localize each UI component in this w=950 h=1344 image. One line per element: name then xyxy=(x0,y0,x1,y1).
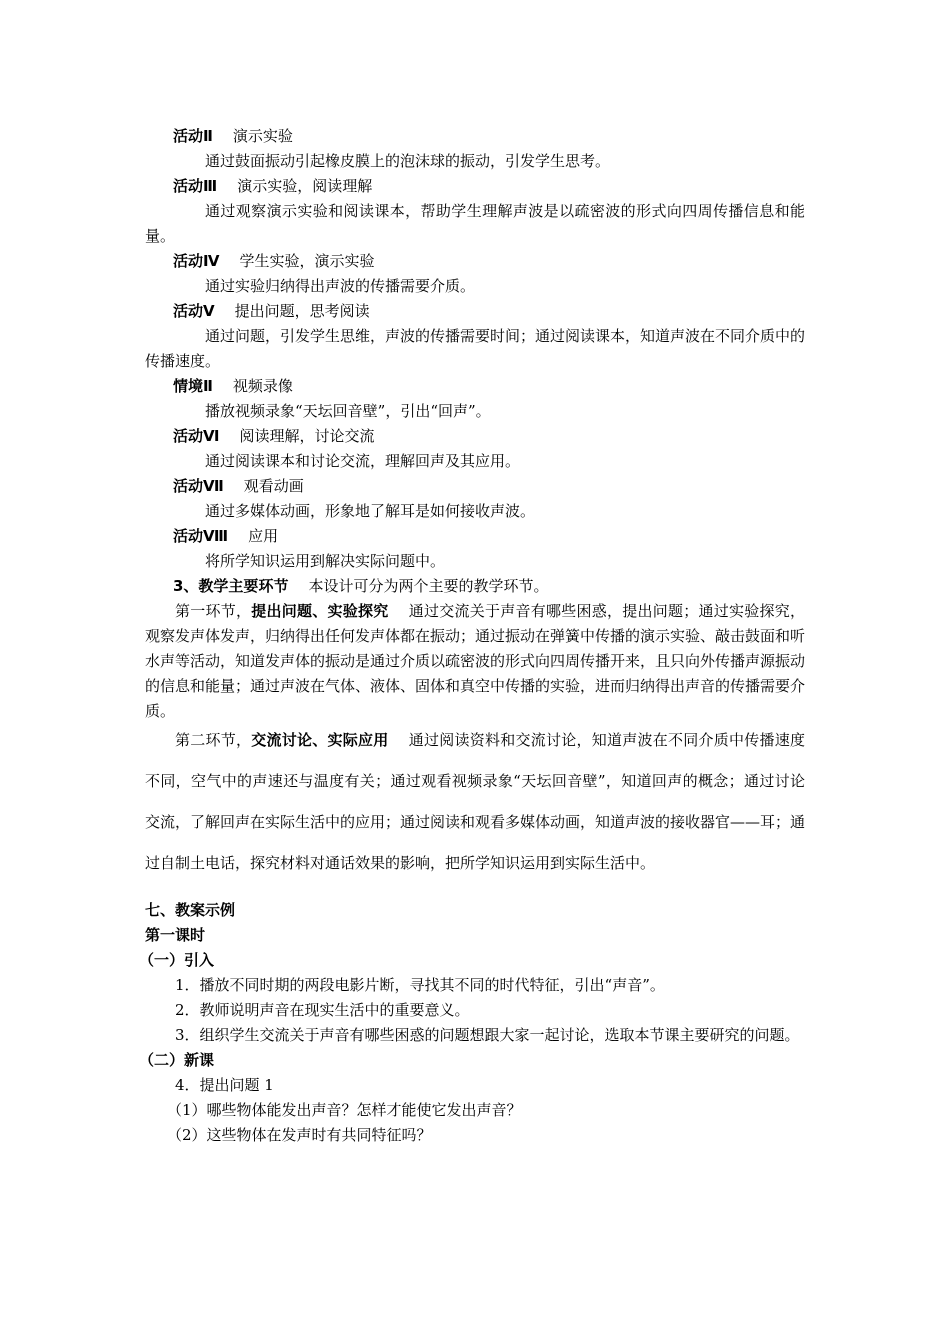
activity-label: 活动Ⅱ xyxy=(173,127,213,145)
link2-prefix: 第二环节， xyxy=(175,731,252,749)
scenario-heading xyxy=(145,374,805,399)
link1-text: 通过交流关于声音有哪些困惑，提出问题；通过实验探究，观察发声体发声，归纳得出任何发声体都在振动；通过振动在弹簧中传播的演示实验、敲击鼓面和听水声等活动，知道发声体的振动是通过介质以疏密波的形式向四周传播开来，且只向外传播声源振动的信息和能量；通过声波在气体、液体、固体和真空中传播的实验，进而归纳得出声音的传播需要介质。 xyxy=(145,602,806,720)
activity-title: 学生实验，演示实验 xyxy=(239,252,375,270)
activity-desc: 通过实验归纳得出声波的传播需要介质。 xyxy=(205,277,476,295)
section3-heading: 3、教学主要环节 xyxy=(173,577,289,595)
activity-label: 活动Ⅷ xyxy=(173,527,229,545)
activity-label: 活动Ⅵ xyxy=(173,427,220,445)
activity-heading xyxy=(145,524,805,549)
link1-prefix: 第一环节， xyxy=(175,602,252,620)
activity-desc: 通过阅读课本和讨论交流，理解回声及其应用。 xyxy=(205,452,521,470)
activity-label: 活动Ⅳ xyxy=(173,252,220,270)
activity-desc: 通过观察演示实验和阅读课本，帮助学生理解声波是以疏密波的形式向四周传播信息和能量。 xyxy=(145,202,805,245)
link2-bold: 交流讨论、实际应用 xyxy=(251,731,389,749)
activity-desc: 通过多媒体动画，形象地了解耳是如何接收声波。 xyxy=(205,502,536,520)
page-content xyxy=(139,124,806,1148)
list-item: 2．教师说明声音在现实生活中的重要意义。 xyxy=(175,1001,470,1019)
intro-heading: （一）引入 xyxy=(139,951,215,969)
activity-heading xyxy=(145,249,805,274)
activity-title: 阅读理解，讨论交流 xyxy=(239,427,375,445)
activity-title: 提出问题，思考阅读 xyxy=(234,302,370,320)
link1-bold: 提出问题、实验探究 xyxy=(251,602,389,620)
activity-title: 演示实验 xyxy=(232,127,293,145)
section3-text: 本设计可分为两个主要的教学环节。 xyxy=(308,577,549,595)
activity-title: 视频录像 xyxy=(232,377,293,395)
activity-heading xyxy=(145,299,805,324)
activity-title: 演示实验，阅读理解 xyxy=(237,177,373,195)
question-heading: 4．提出问题 1 xyxy=(175,1076,274,1094)
activity-title: 观看动画 xyxy=(243,477,304,495)
list-item: 1．播放不同时期的两段电影片断，寻找其不同的时代特征，引出“声音”。 xyxy=(175,976,665,994)
link2-paragraph xyxy=(145,720,805,884)
section3-heading-line xyxy=(145,574,805,599)
activity-desc: 播放视频录象“天坛回音壁”，引出“回声”。 xyxy=(205,402,491,420)
activity-heading xyxy=(145,424,805,449)
activity-heading xyxy=(145,474,805,499)
activity-label: 活动Ⅲ xyxy=(173,177,218,195)
activity-desc: 将所学知识运用到解决实际问题中。 xyxy=(205,552,446,570)
list-item: 3．组织学生交流关于声音有哪些困惑的问题想跟大家一起讨论，选取本节课主要研究的问题。 xyxy=(175,1026,800,1044)
activity-label: 活动Ⅶ xyxy=(173,477,224,495)
link2-text: 通过阅读资料和交流讨论，知道声波在不同介质中传播速度不同，空气中的声速还与温度有关；通过观看视频录象“天坛回音壁”，知道回声的概念；通过讨论交流，了解回声在实际生活中的应用；通过阅读和观看多媒体动画，知道声波的接收器官——耳；通过自制土电话，探究材料对通话效果的影响，把所学知识运用到实际生活中。 xyxy=(145,731,806,872)
question-item: （1）哪些物体能发出声音？怎样才能使它发出声音？ xyxy=(167,1101,522,1119)
activity-heading xyxy=(145,124,805,149)
section7-heading: 七、教案示例 xyxy=(145,901,236,919)
activity-title: 应用 xyxy=(248,527,279,545)
activity-label: 活动Ⅴ xyxy=(173,302,215,320)
activity-desc: 通过问题，引发学生思维，声波的传播需要时间；通过阅读课本，知道声波在不同介质中的传播速度。 xyxy=(145,327,806,370)
question-item: （2）这些物体在发声时有共同特征吗？ xyxy=(167,1126,432,1144)
link1-paragraph xyxy=(145,599,805,724)
activity-label: 情境Ⅱ xyxy=(173,377,213,395)
lesson-title: 第一课时 xyxy=(145,926,206,944)
activity-desc: 通过鼓面振动引起橡皮膜上的泡沫球的振动，引发学生思考。 xyxy=(205,152,611,170)
new-lesson-heading: （二）新课 xyxy=(139,1051,215,1069)
activity-heading xyxy=(145,174,805,199)
